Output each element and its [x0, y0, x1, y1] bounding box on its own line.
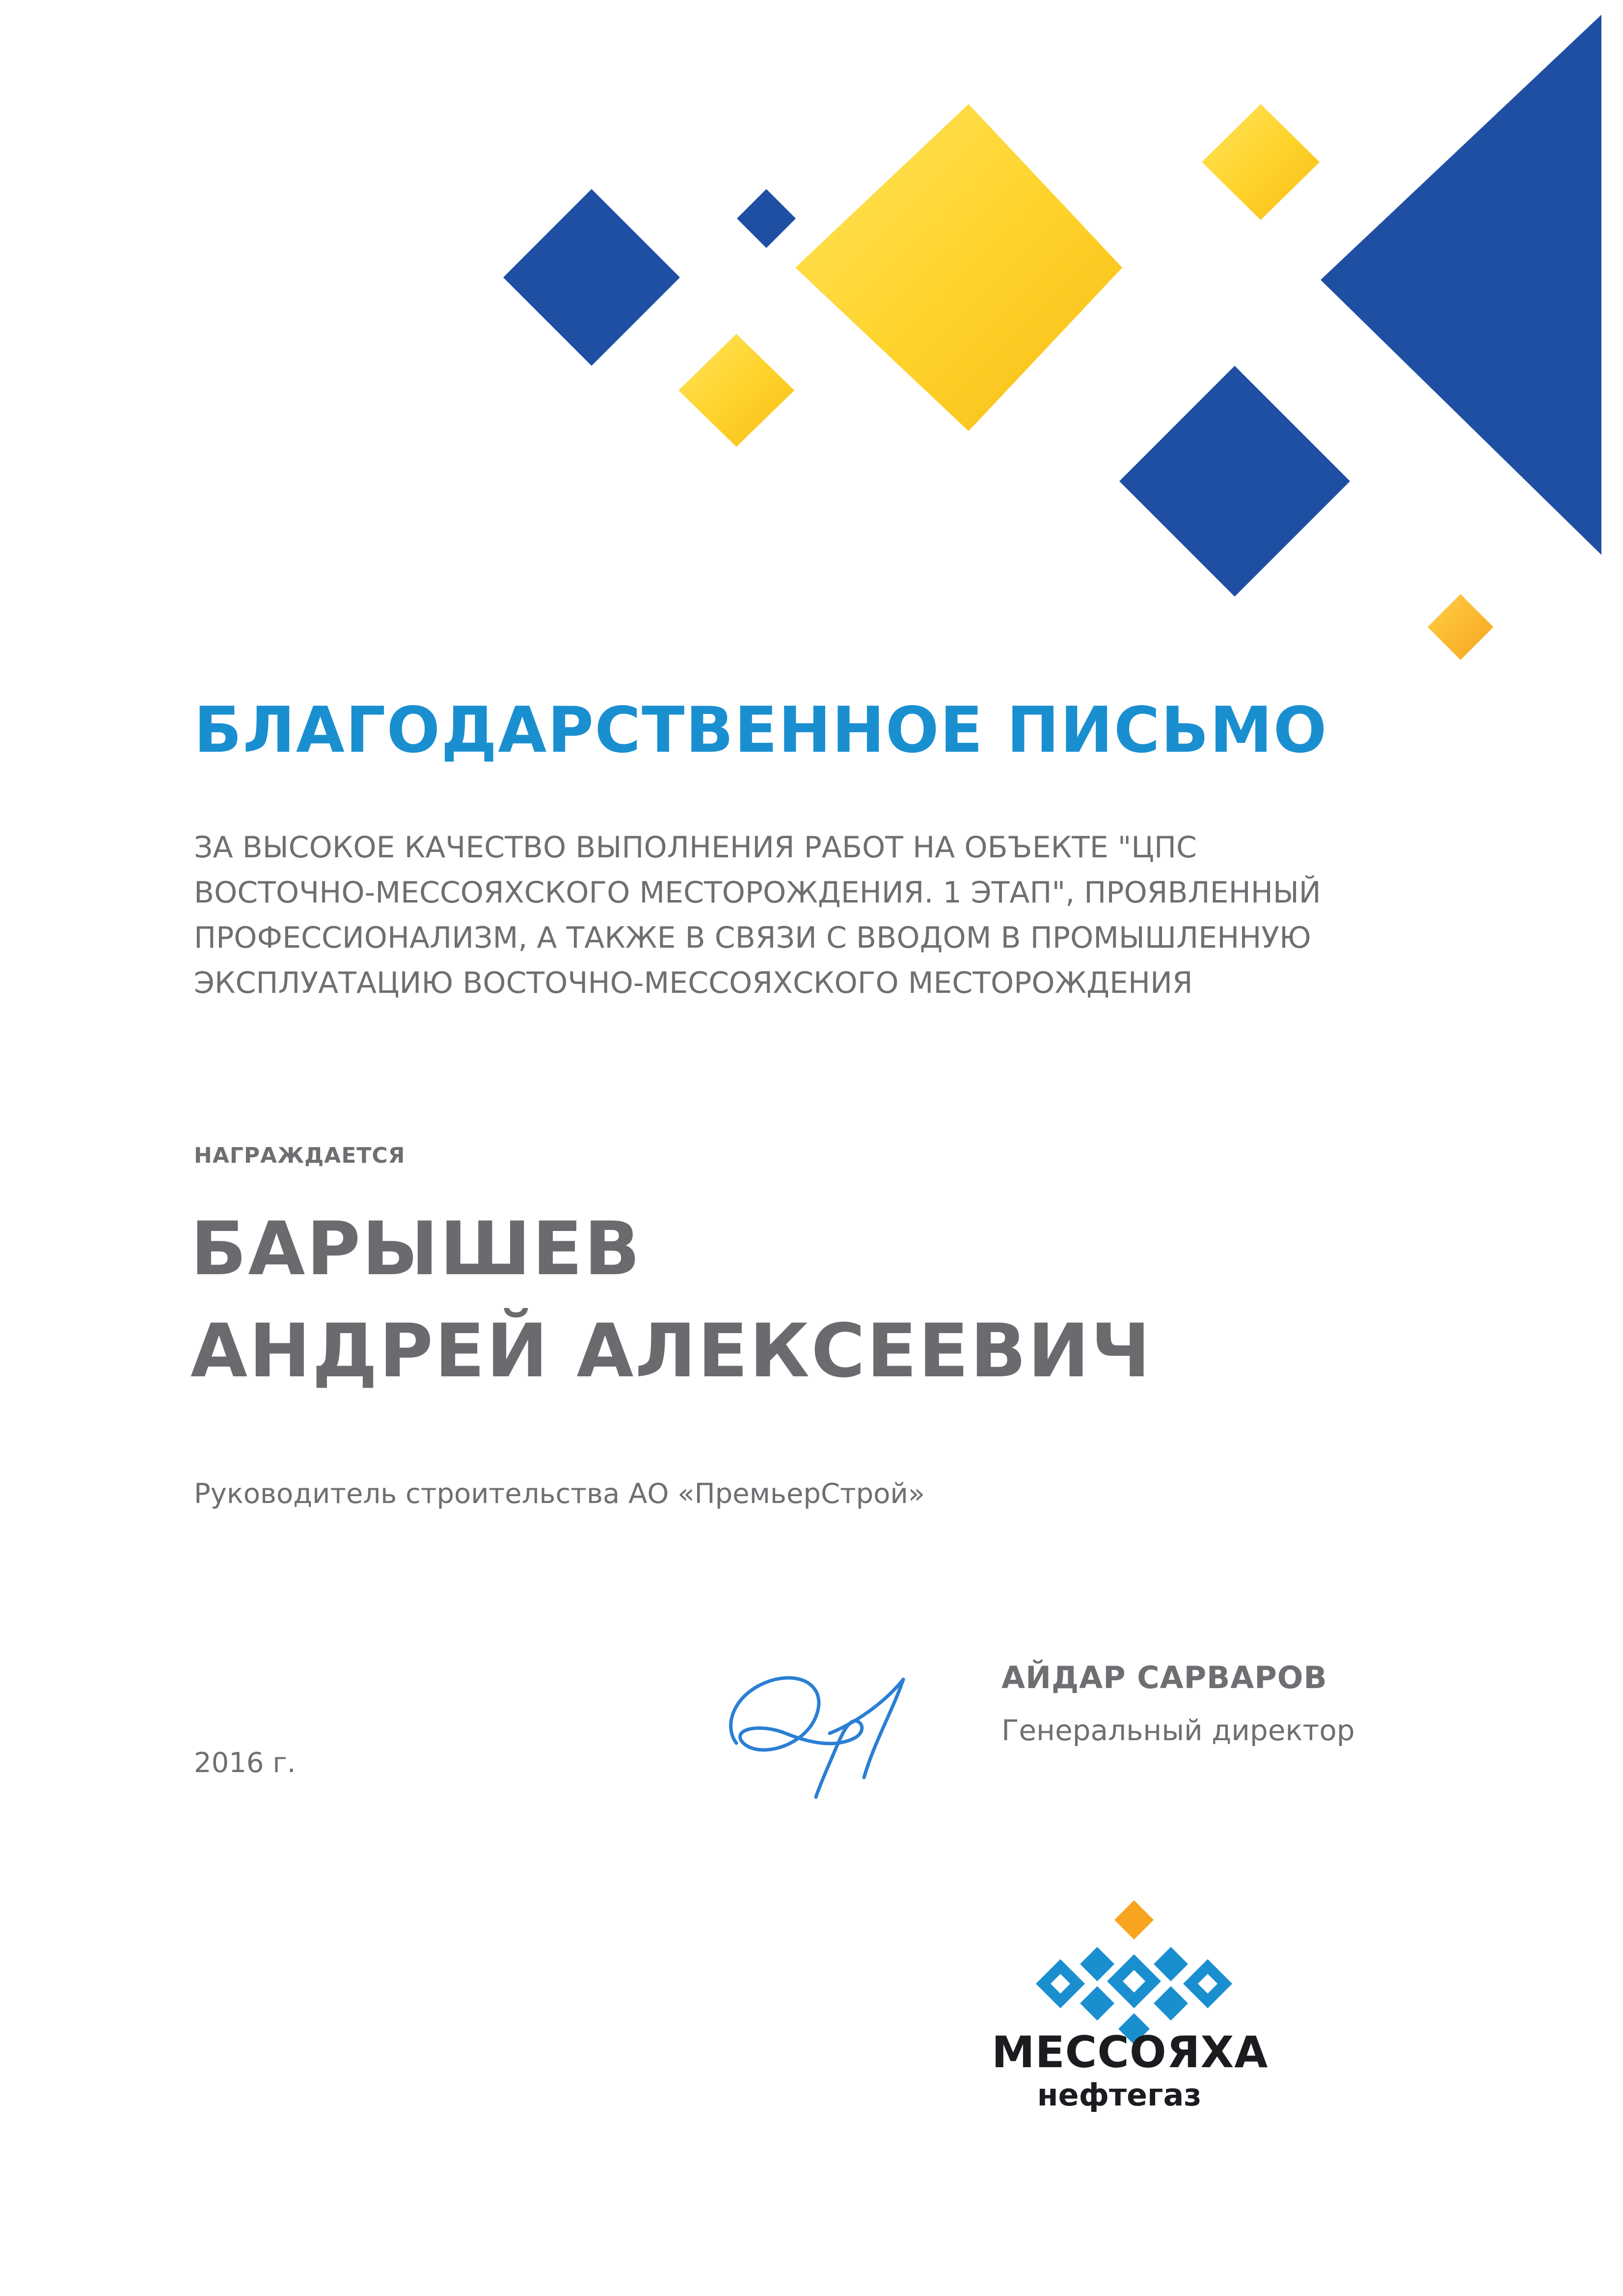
letter-year: 2016 г. [194, 1747, 296, 1779]
recipient-name [190, 1198, 1152, 1402]
signer-name: АЙДАР САРВАРОВ [1001, 1660, 1327, 1695]
yellow-diamond-top-right [1202, 104, 1320, 220]
blue-diamond-small [737, 189, 796, 248]
blue-diamond-right [1119, 366, 1350, 597]
reason-line: ЗА ВЫСОКОЕ КАЧЕСТВО ВЫПОЛНЕНИЯ РАБОТ НА ОБЪЕКТЕ "ЦПС [194, 830, 1197, 865]
reason-text [194, 825, 1411, 1006]
handwritten-signature [707, 1650, 933, 1817]
letter-title: БЛАГОДАРСТВЕННОЕ ПИСЬМО [194, 694, 1328, 767]
blue-triangle [1321, 15, 1601, 555]
recipient-surname: БАРЫШЕВ [190, 1206, 642, 1292]
yellow-diamond-small-left [678, 334, 794, 447]
awarded-label: НАГРАЖДАЕТСЯ [194, 1143, 406, 1168]
recipient-position: Руководитель строительства АО «ПремьерСтрой» [194, 1478, 925, 1510]
company-logo-text [992, 2027, 1269, 2113]
messoyakha-ornament-icon [1021, 1900, 1247, 2048]
recipient-given-names: АНДРЕЙ АЛЕКСЕЕВИЧ [190, 1309, 1152, 1394]
blue-diamond-left [503, 189, 680, 366]
yellow-diamond-large [795, 104, 1122, 431]
reason-line: ПРОФЕССИОНАЛИЗМ, А ТАКЖЕ В СВЯЗИ С ВВОДОМ В ПРОМЫШЛЕННУЮ [194, 921, 1311, 955]
logo-line-1: МЕССОЯХА [992, 2027, 1269, 2077]
reason-line: ЭКСПЛУАТАЦИЮ ВОСТОЧНО-МЕССОЯХСКОГО МЕСТОРОЖДЕНИЯ [194, 966, 1193, 1000]
orange-diamond [1428, 594, 1493, 660]
logo-line-2: нефтегаз [1037, 2077, 1202, 2113]
reason-line: ВОСТОЧНО-МЕССОЯХСКОГО МЕСТОРОЖДЕНИЯ. 1 ЭТАП", ПРОЯВЛЕННЫЙ [194, 875, 1321, 910]
decorative-diamonds [0, 0, 1623, 687]
signer-title: Генеральный директор [1001, 1714, 1355, 1747]
